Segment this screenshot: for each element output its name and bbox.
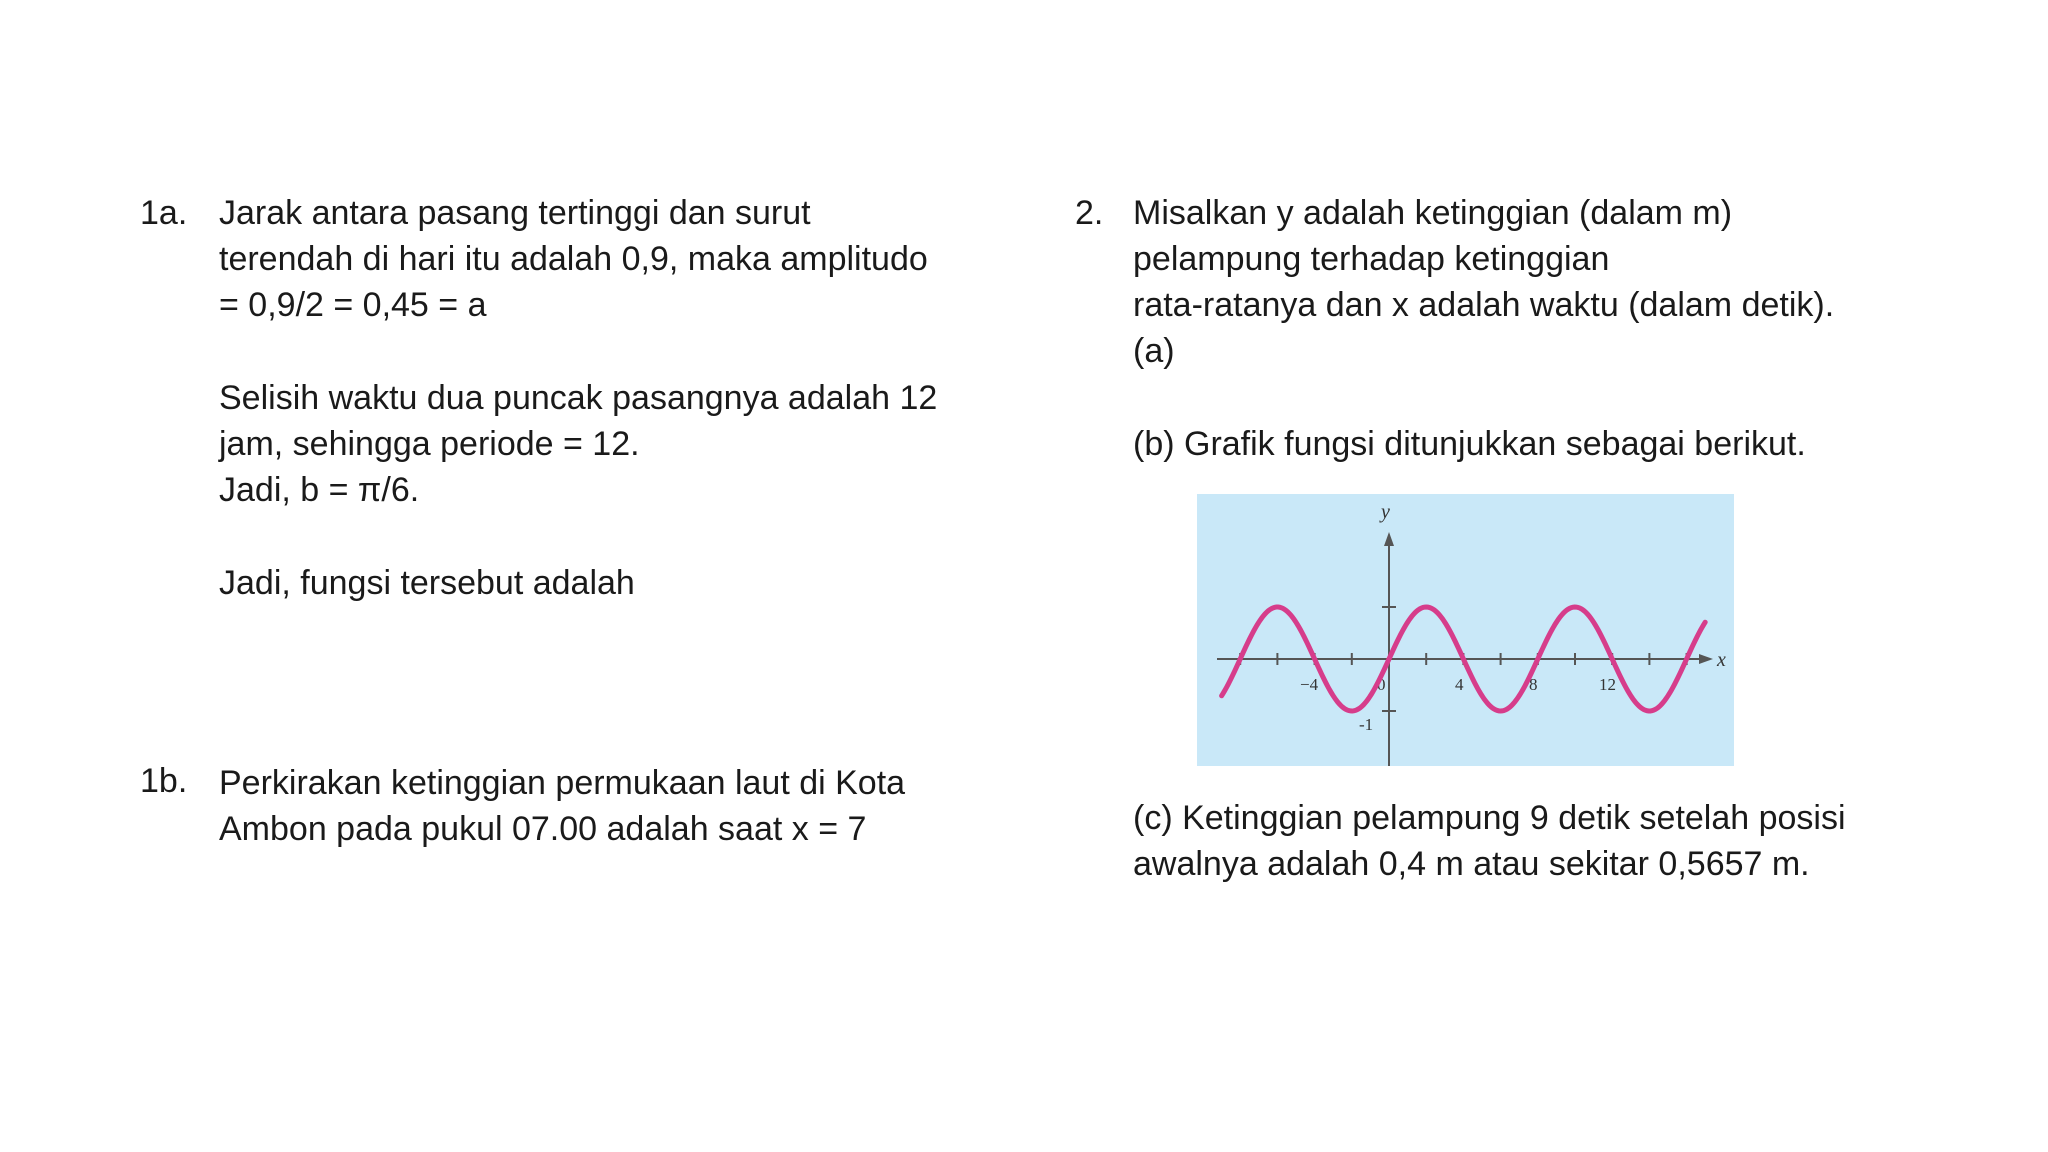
item-2-line: (c) Ketinggian pelampung 9 detik setelah posisi [1133,799,1846,837]
item-1a-line: Selisih waktu dua puncak pasangnya adalah 12 [219,379,938,417]
item-1a-number: 1a. [140,194,188,232]
x-tick-label: −4 [1300,675,1319,694]
item-1a-line: Jadi, b = π/6. [219,471,420,509]
item-2-line: (a) [1133,332,1175,370]
item-1a-line: terendah di hari itu adalah 0,9, maka amplitudo [219,240,928,278]
item-2-line: (b) Grafik fungsi ditunjukkan sebagai berikut. [1133,425,1806,463]
item-2-line: awalnya adalah 0,4 m atau sekitar 0,5657 m. [1133,845,1810,883]
x-axis-arrow [1699,654,1713,664]
item-1b-line: Perkirakan ketinggian permukaan laut di Kota [219,764,906,802]
y-axis-arrow [1384,532,1394,546]
x-axis-label: x [1717,649,1726,671]
x-tick-label: 4 [1455,675,1464,694]
item-1a-line: = 0,9/2 = 0,45 = a [219,286,487,324]
sine-graph [1197,494,1734,766]
item-2-line: pelampung terhadap ketinggian [1133,240,1610,278]
item-1b-line: Ambon pada pukul 07.00 adalah saat x = 7 [219,810,867,848]
x-tick-label: 8 [1529,675,1538,694]
x-tick-label: 0 [1377,675,1386,694]
y-axis-label: y [1381,501,1390,523]
item-2-number: 2. [1075,194,1104,232]
y-tick-label: -1 [1359,715,1374,734]
item-1b-number: 1b. [140,762,188,800]
x-tick-label: 12 [1599,675,1616,694]
item-2-line: Misalkan y adalah ketinggian (dalam m) [1133,194,1733,232]
item-1a-line: Jarak antara pasang tertinggi dan surut [219,194,811,232]
sine-graph-svg [1197,494,1734,766]
item-2-line: rata-ratanya dan x adalah waktu (dalam detik). [1133,286,1835,324]
item-1a-line: Jadi, fungsi tersebut adalah [219,564,635,602]
item-1a-line: jam, sehingga periode = 12. [219,425,640,463]
